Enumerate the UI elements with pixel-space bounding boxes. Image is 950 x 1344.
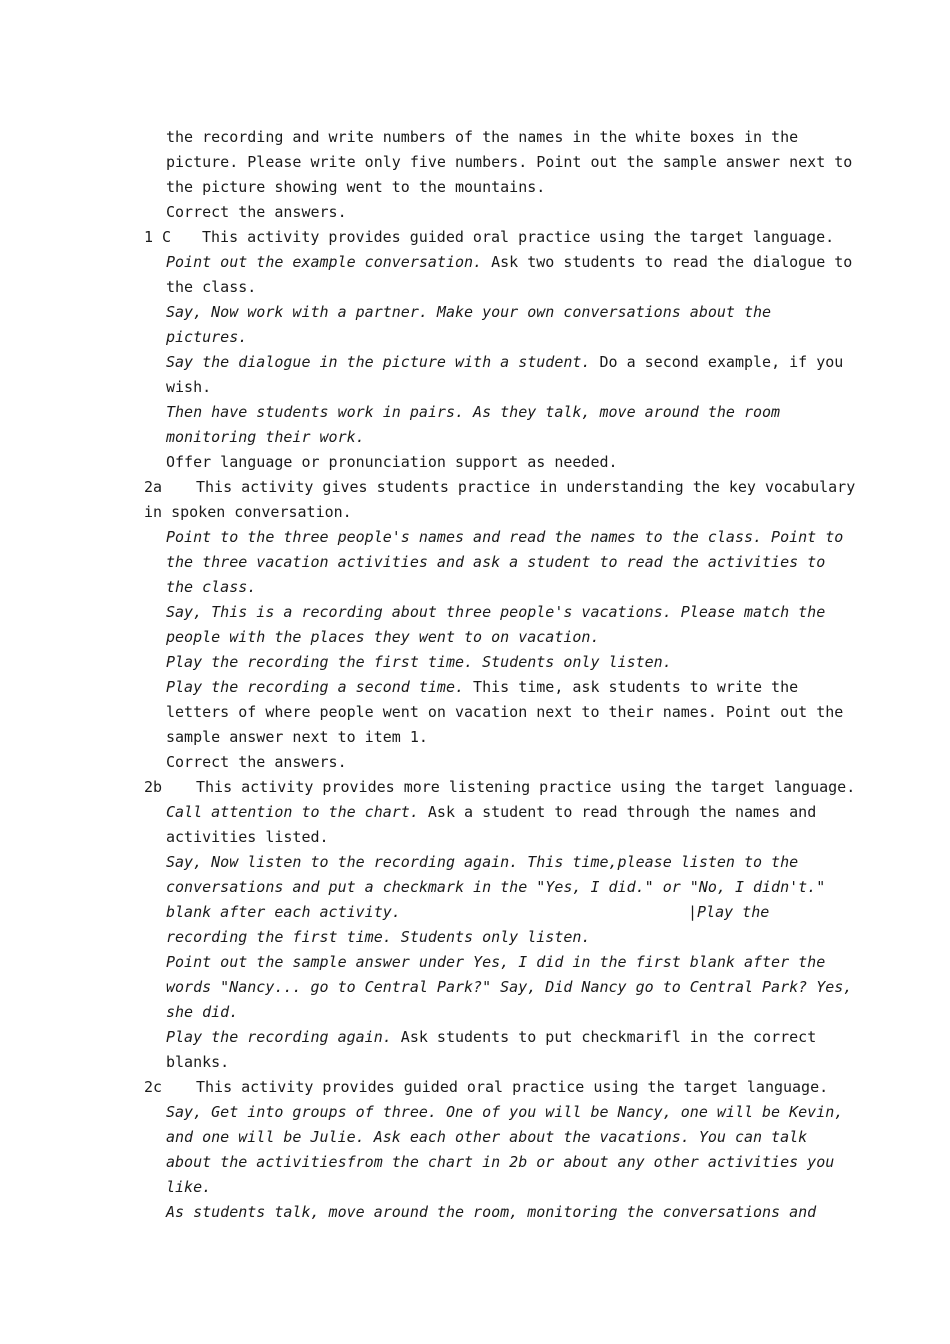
text-line: letters of where people went on vacation next to their names. Point out the bbox=[166, 703, 844, 721]
text-line: the recording and write numbers of the names in the white boxes in the bbox=[166, 128, 799, 146]
section-1c-heading bbox=[144, 227, 834, 247]
section-description: This activity provides more listening practice using the target language. bbox=[196, 778, 856, 796]
section-2c-heading bbox=[144, 1077, 828, 1097]
text-line: Play the recording the first time. Students only listen. bbox=[166, 653, 672, 671]
text-line: Say, Now work with a partner. Make your own conversations about the bbox=[166, 303, 772, 321]
instruction-text: Ask a student to read through the names and bbox=[418, 803, 817, 821]
section-description: This activity gives students practice in understanding the key vocabulary bbox=[196, 478, 856, 496]
text-line: recording the first time. Students only listen. bbox=[166, 928, 591, 946]
text-line: the picture showing went to the mountains. bbox=[166, 178, 546, 196]
text-line bbox=[166, 802, 816, 822]
text-line: Point to the three people's names and read the names to the class. Point to bbox=[166, 528, 844, 546]
text-line: Say, Now listen to the recording again. This time,please listen to the bbox=[166, 853, 799, 871]
text-line: the class. bbox=[166, 578, 257, 596]
text-line: blanks. bbox=[166, 1053, 230, 1071]
text-line bbox=[166, 352, 843, 372]
section-description: This activity provides guided oral practice using the target language. bbox=[202, 228, 835, 246]
instruction-italic: Say the dialogue in the picture with a student. bbox=[166, 353, 591, 371]
text-line: wish. bbox=[166, 378, 212, 396]
text-line: pictures. bbox=[166, 328, 248, 346]
text-line: picture. Please write only five numbers. Point out the sample answer next to bbox=[166, 153, 853, 171]
text-line: conversations and put a checkmark in the "Yes, I did." or "No, I didn't." bbox=[166, 878, 826, 896]
instruction-text: Ask students to put checkmarifl in the correct bbox=[391, 1028, 817, 1046]
section-2b-heading bbox=[144, 777, 855, 797]
section-label: 2c bbox=[144, 1078, 163, 1096]
text-line: the class. bbox=[166, 278, 257, 296]
text-line: Say, This is a recording about three people's vacations. Please match the bbox=[166, 603, 826, 621]
text-line: monitoring their work. bbox=[166, 428, 365, 446]
section-2a-heading bbox=[144, 477, 855, 497]
text-line bbox=[166, 677, 798, 697]
instruction-text: Ask two students to read the dialogue to bbox=[482, 253, 853, 271]
text-line: about the activitiesfrom the chart in 2b or about any other activities you bbox=[166, 1153, 835, 1171]
section-label: 2a bbox=[144, 478, 163, 496]
text-line: words "Nancy... go to Central Park?" Say, Did Nancy go to Central Park? Yes, bbox=[166, 978, 853, 996]
instruction-italic: Call attention to the chart. bbox=[166, 803, 419, 821]
section-description: This activity provides guided oral practice using the target language. bbox=[196, 1078, 829, 1096]
text-line: and one will be Julie. Ask each other about the vacations. You can talk bbox=[166, 1128, 808, 1146]
text-line: activities listed. bbox=[166, 828, 329, 846]
text-line: in spoken conversation. bbox=[144, 503, 352, 521]
text-line: blank after each activity. bbox=[166, 903, 401, 921]
text-line: like. bbox=[166, 1178, 212, 1196]
instruction-text: This time, ask students to write the bbox=[464, 678, 799, 696]
text-line: Offer language or pronunciation support as needed. bbox=[166, 453, 618, 471]
text-line: sample answer next to item 1. bbox=[166, 728, 428, 746]
text-line: |Play the bbox=[688, 903, 770, 921]
text-line: Correct the answers. bbox=[166, 203, 347, 221]
instruction-italic: Play the recording again. bbox=[166, 1028, 392, 1046]
text-line: Say, Get into groups of three. One of you will be Nancy, one will be Kevin, bbox=[166, 1103, 844, 1121]
text-line: she did. bbox=[166, 1003, 239, 1021]
text-line: As students talk, move around the room, monitoring the conversations and bbox=[166, 1203, 817, 1221]
section-label: 2b bbox=[144, 778, 163, 796]
text-line bbox=[166, 1027, 816, 1047]
instruction-italic: Point out the example conversation. bbox=[166, 253, 483, 271]
instruction-text: Do a second example, if you bbox=[590, 353, 844, 371]
text-line: Then have students work in pairs. As they talk, move around the room bbox=[166, 403, 781, 421]
text-line: Point out the sample answer under Yes, I did in the first blank after the bbox=[166, 953, 826, 971]
text-line bbox=[166, 252, 852, 272]
instruction-italic: Play the recording a second time. bbox=[166, 678, 465, 696]
text-line: Correct the answers. bbox=[166, 753, 347, 771]
text-line: the three vacation activities and ask a student to read the activities to bbox=[166, 553, 826, 571]
section-label: 1 C bbox=[144, 228, 172, 246]
text-line: people with the places they went to on vacation. bbox=[166, 628, 600, 646]
